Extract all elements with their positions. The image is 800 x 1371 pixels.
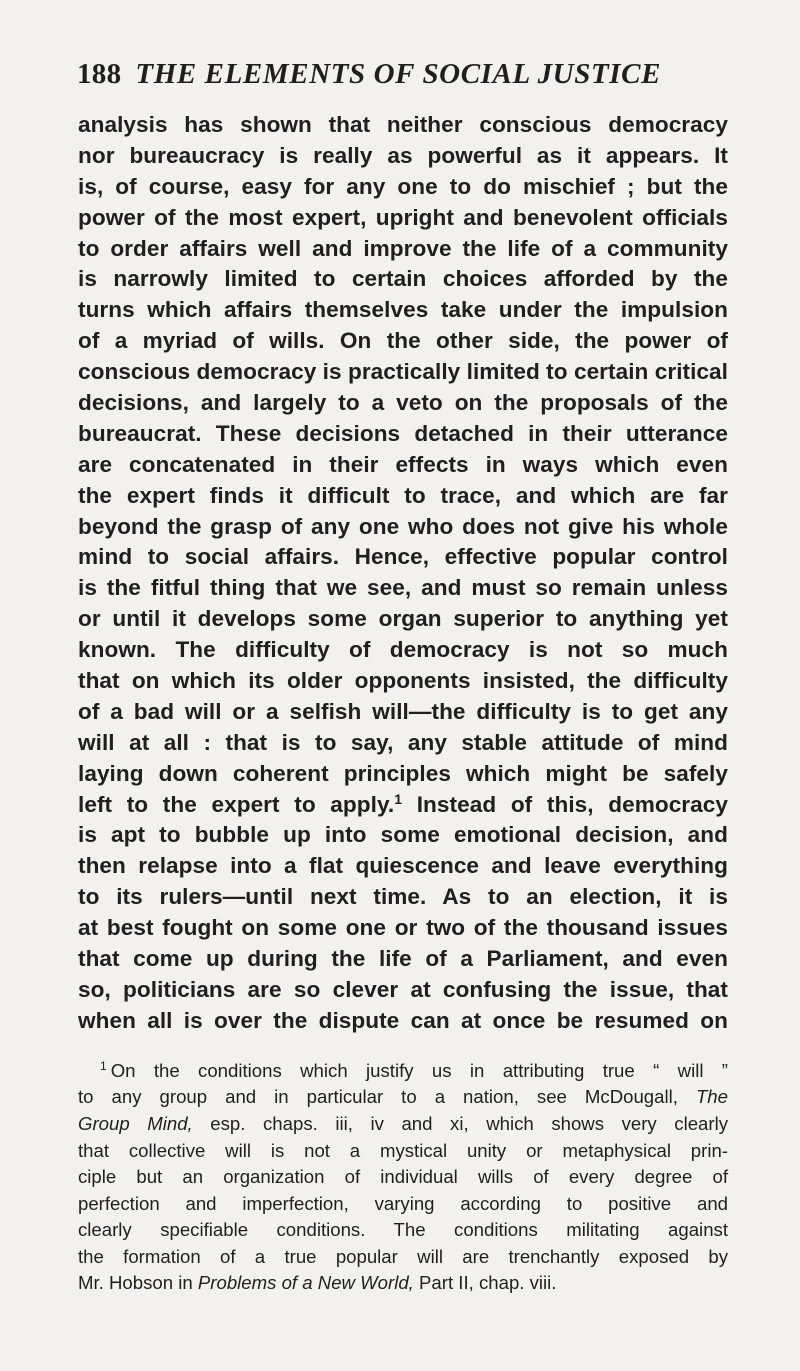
body-line: decisions, and largely to a veto on the proposals of the xyxy=(78,390,728,416)
body-line: turns which affairs themselves take under the impulsion xyxy=(78,297,728,323)
footnote-text: to any group and in particular to a nation, see McDougall, xyxy=(78,1086,678,1108)
footnote-line xyxy=(78,1111,728,1138)
page-number: 188 xyxy=(77,58,122,90)
footnote xyxy=(78,1058,728,1297)
body-line: mind to social affairs. Hence, effective popular control xyxy=(78,544,728,570)
body-line: is the fitful thing that we see, and must so remain unless xyxy=(78,575,728,601)
body-line: conscious democracy is practically limited to certain critical xyxy=(78,359,728,385)
body-line: nor bureaucracy is really as powerful as it appears. It xyxy=(78,142,728,168)
body-line: at best fought on some one or two of the thousand issues xyxy=(78,915,728,941)
footnote-title-italic: Problems of a New World, xyxy=(197,1272,414,1294)
body-line: that on which its older opponents insisted, the difficulty xyxy=(78,668,728,694)
footnote-line xyxy=(78,1084,728,1111)
running-head xyxy=(77,58,728,102)
body-line: so, politicians are so clever at confusing the issue, that xyxy=(78,976,728,1002)
body-line: power of the most expert, upright and benevolent officials xyxy=(78,204,728,230)
footnote-line xyxy=(78,1270,728,1297)
footnote-title-italic: The xyxy=(695,1086,728,1108)
running-title: THE ELEMENTS OF SOCIAL JUSTICE xyxy=(135,58,662,90)
body-line-tail: Instead of this, democracy xyxy=(416,791,728,817)
body-line: of a myriad of wills. On the other side, the power of xyxy=(78,328,728,354)
body-line: is narrowly limited to certain choices afforded by the xyxy=(78,266,728,292)
body-line: then relapse into a flat quiescence and leave everything xyxy=(78,853,728,879)
body-line: when all is over the dispute can at once be resumed on xyxy=(78,1007,728,1033)
body-line: of a bad will or a selfish will—the difficulty is to get any xyxy=(78,698,728,724)
body-line: laying down coherent principles which might be safely xyxy=(78,760,728,786)
footnote-text: On the conditions which justify us in attributing true “ will ” xyxy=(110,1059,728,1081)
body-line: known. The difficulty of democracy is not so much xyxy=(78,637,728,663)
body-text xyxy=(78,110,728,1037)
footnote-line xyxy=(78,1058,728,1085)
footnote-text: Mr. Hobson in xyxy=(78,1272,193,1294)
footnote-text: esp. chaps. iii, iv and xi, which shows very clearly xyxy=(210,1112,729,1134)
body-line: is apt to bubble up into some emotional decision, and xyxy=(78,822,728,848)
body-line: that come up during the life of a Parliament, and even xyxy=(78,946,728,972)
body-line: beyond the grasp of any one who does not give his whole xyxy=(78,513,728,539)
footnote-marker: 1 xyxy=(100,1058,107,1073)
body-line: are concatenated in their effects in ways which even xyxy=(78,451,728,477)
body-line-head: left to the expert to apply. xyxy=(78,791,395,817)
body-line: will at all : that is to say, any stable attitude of mind xyxy=(78,729,728,755)
footnote-line: clearly specifiable conditions. The conditions militating against xyxy=(78,1219,728,1241)
footnote-line: ciple but an organization of individual wills of every degree of xyxy=(78,1166,728,1188)
footnote-reference[interactable]: 1 xyxy=(394,790,403,807)
book-page xyxy=(78,58,728,1297)
body-line: to its rulers—until next time. As to an election, it is xyxy=(78,884,728,910)
body-line: is, of course, easy for any one to do mischief ; but the xyxy=(78,173,728,199)
footnote-line: perfection and imperfection, varying according to positive and xyxy=(78,1192,728,1214)
body-line: to order affairs well and improve the life of a community xyxy=(78,235,728,261)
body-line: bureaucrat. These decisions detached in their utterance xyxy=(78,420,728,446)
footnote-text: Part II, chap. viii. xyxy=(419,1272,557,1294)
body-line: the expert finds it difficult to trace, and which are far xyxy=(78,482,728,508)
footnote-line: that collective will is not a mystical unity or metaphysical prin- xyxy=(78,1139,728,1161)
body-line-with-footnote-ref xyxy=(78,790,728,821)
footnote-line: the formation of a true popular will are trenchantly exposed by xyxy=(78,1245,728,1267)
footnote-title-italic: Group Mind, xyxy=(78,1112,193,1134)
body-line: or until it develops some organ superior to anything yet xyxy=(78,606,728,632)
body-line: analysis has shown that neither conscious democracy xyxy=(78,112,728,137)
